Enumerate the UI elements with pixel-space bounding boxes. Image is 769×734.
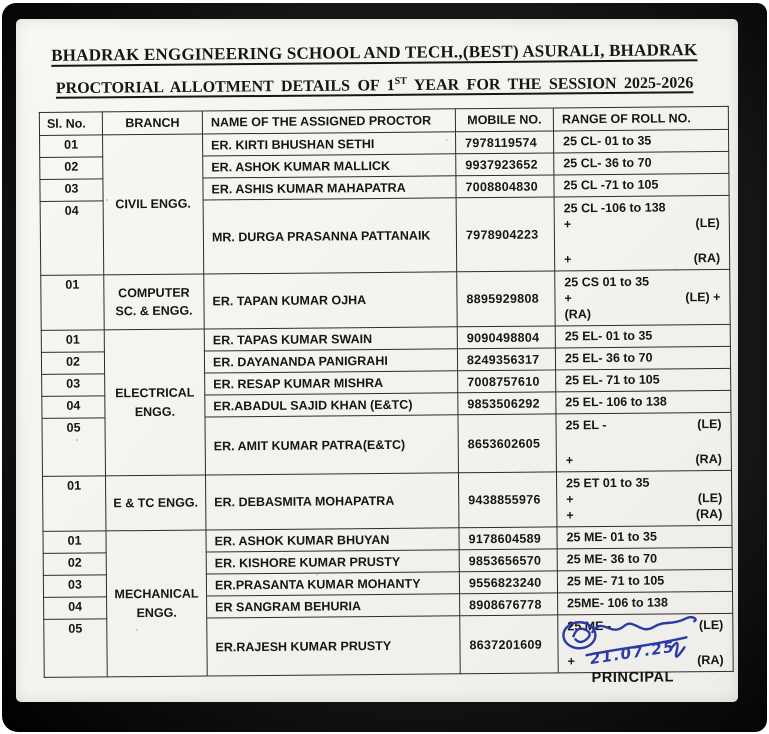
roll-range-cell <box>555 347 730 371</box>
roll-range-line <box>563 176 719 193</box>
range-left-text: 25 EL- 01 to 35 <box>564 328 653 344</box>
roll-range-cell <box>554 174 729 198</box>
range-left-text: + <box>564 291 572 306</box>
roll-range-cell <box>557 526 732 550</box>
allotment-table-body <box>40 130 734 678</box>
signature-block <box>552 607 713 686</box>
scan-border-frame <box>2 3 767 732</box>
range-right-text: (LE) <box>695 216 720 231</box>
principal-label: PRINCIPAL <box>591 669 675 687</box>
roll-range-line <box>565 327 721 344</box>
proctor-name-cell: ER. TAPAS KUMAR SWAIN <box>204 327 457 351</box>
roll-range-line <box>565 305 721 322</box>
proctor-name-cell: ER. AMIT KUMAR PATRA(E&TC) <box>205 415 458 475</box>
range-right-text: (LE) <box>697 491 723 506</box>
roll-range-cell <box>557 570 732 594</box>
range-left-text: + <box>565 453 574 468</box>
mobile-no-cell: 7978904223 <box>456 197 555 272</box>
sl-no-cell: 01 <box>41 275 104 331</box>
branch-cell: E & TC ENGG. <box>105 475 205 531</box>
roll-range-line <box>563 132 719 149</box>
principal-signature-icon <box>552 607 713 674</box>
roll-range-line <box>567 550 723 567</box>
range-right-text: (RA) <box>695 507 723 522</box>
roll-range-line <box>567 572 723 589</box>
mobile-no-cell: 9853506292 <box>458 392 556 415</box>
range-left-text: 25 ME- 71 to 105 <box>566 573 665 589</box>
header-roll-range: RANGE OF ROLL NO. <box>553 107 728 132</box>
range-left-text: 25 CL -106 to 138 <box>563 200 666 216</box>
range-left-text: + <box>567 654 576 669</box>
header-proctor-name: NAME OF THE ASSIGNED PROCTOR <box>202 109 455 134</box>
roll-range-cell <box>554 130 729 154</box>
roll-range-line <box>563 154 719 171</box>
roll-range-line <box>564 250 720 267</box>
roll-range-cell <box>556 391 731 415</box>
header-branch: BRANCH <box>102 111 202 135</box>
proctor-name-cell: ER. RESAP KUMAR MISHRA <box>205 371 458 395</box>
mobile-no-cell: 8249356317 <box>457 348 555 371</box>
sl-no-cell: 02 <box>40 157 103 180</box>
document-subtitle <box>16 73 736 99</box>
sl-no-cell: 05 <box>44 619 108 678</box>
range-left-text: 25 EL- 106 to 138 <box>565 394 667 410</box>
proctor-name-cell: ER. ASHOK KUMAR MALLICK <box>203 154 456 178</box>
roll-range-line <box>566 416 722 433</box>
range-right-text: (LE) <box>698 618 724 633</box>
mobile-no-cell: 9090498804 <box>457 326 555 349</box>
range-left-text: 25 CL- 36 to 70 <box>563 155 652 171</box>
proctor-name-cell: ER. ASHOK KUMAR BHUYAN <box>206 528 459 552</box>
range-left-text: 25 ME- 36 to 70 <box>566 551 658 567</box>
roll-range-cell <box>555 325 730 349</box>
document-title: BHADRAK ENGGINEERING SCHOOL AND TECH.,(BEST) ASURALI, BHADRAK <box>51 40 698 65</box>
document-page <box>16 19 738 702</box>
sl-no-cell: 01 <box>43 531 106 554</box>
proctor-name-cell: ER. KISHORE KUMAR PRUSTY <box>206 550 459 574</box>
branch-cell: CIVIL ENGG. <box>103 134 204 275</box>
roll-range-line <box>566 474 722 491</box>
mobile-no-cell: 9438855976 <box>458 472 556 528</box>
range-left-text: + <box>566 508 574 523</box>
proctor-name-cell: ER SANGRAM BEHURIA <box>207 594 460 618</box>
roll-range-cell <box>556 471 731 528</box>
proctor-name-cell: ER. DAYANANDA PANIGRAHI <box>204 349 457 373</box>
proctor-name-cell: ER.ABADUL SAJID KHAN (E&TC) <box>205 393 458 417</box>
sl-no-cell: 04 <box>44 597 107 620</box>
range-left-text: 25 CL- 01 to 35 <box>563 133 652 149</box>
proctor-name-cell: ER.PRASANTA KUMAR MOHANTY <box>206 572 459 596</box>
sl-no-cell: 01 <box>41 330 104 353</box>
mobile-no-cell: 7008757610 <box>458 370 556 393</box>
range-left-text: 25 CL -71 to 105 <box>563 177 659 193</box>
mobile-no-cell: 9937923652 <box>456 153 554 176</box>
sl-no-cell: 04 <box>40 201 104 276</box>
proctor-allotment-table <box>39 106 734 678</box>
document-header <box>16 40 736 99</box>
mobile-no-cell: 8908676778 <box>460 593 558 616</box>
mobile-no-cell: 9556823240 <box>459 571 557 594</box>
range-left-text: 25 CS 01 to 35 <box>564 274 650 290</box>
signature-date: 21.07.25 <box>588 637 677 669</box>
roll-range-line <box>564 215 720 232</box>
roll-range-cell <box>554 152 729 176</box>
roll-range-line <box>565 371 721 388</box>
roll-range-line <box>566 451 722 468</box>
range-left-text: 25 EL- 71 to 105 <box>565 372 660 388</box>
range-right-text: (RA) <box>693 251 721 266</box>
mobile-no-cell: 9853656570 <box>459 549 557 572</box>
roll-range-cell <box>556 369 731 393</box>
range-left-text: 25 EL - <box>565 418 607 433</box>
range-left-text: 25 ET 01 to 35 <box>566 475 650 491</box>
roll-range-line <box>565 393 721 410</box>
roll-range-line <box>566 528 722 545</box>
subtitle-text-suffix: YEAR FOR THE SESSION 2025-2026 <box>406 74 694 95</box>
roll-range-line <box>566 490 722 507</box>
mobile-no-cell: 9178604589 <box>459 527 557 550</box>
sl-no-cell: 01 <box>43 476 106 532</box>
roll-range-line <box>564 199 720 216</box>
sl-no-cell: 03 <box>42 374 105 397</box>
range-right-text: (LE) <box>697 417 722 432</box>
header-mobile: MOBILE NO. <box>455 108 553 132</box>
mobile-no-cell: 7978119574 <box>456 131 554 154</box>
range-left-text: 25 EL- 36 to 70 <box>564 350 653 366</box>
branch-cell: ELECTRICAL ENGG. <box>104 329 205 476</box>
document-content <box>16 19 738 702</box>
range-left-text: + <box>564 252 572 267</box>
subtitle-text: PROCTORIAL ALLOTMENT DETAILS OF 1 <box>55 77 395 98</box>
range-right-text: (RA) <box>697 653 724 668</box>
roll-range-line <box>566 506 722 523</box>
table-row <box>43 471 732 532</box>
sl-no-cell: 05 <box>42 418 106 477</box>
sl-no-cell: 04 <box>42 396 105 419</box>
sl-no-cell: 03 <box>40 179 103 202</box>
roll-range-line <box>566 432 722 452</box>
roll-range-cell <box>557 548 732 572</box>
roll-range-line <box>565 349 721 366</box>
proctor-name-cell: ER. ASHIS KUMAR MAHAPATRA <box>203 176 456 200</box>
roll-range-cell <box>556 413 731 473</box>
proctor-name-cell: MR. DURGA PRASANNA PATTANAIK <box>203 198 457 274</box>
table-row <box>41 270 730 331</box>
proctor-name-cell: ER. DEBASMITA MOHAPATRA <box>205 473 458 530</box>
mobile-no-cell: 8637201609 <box>460 615 559 674</box>
sl-no-cell: 02 <box>43 553 106 576</box>
sl-no-cell: 03 <box>43 575 106 598</box>
scan-noise-specks <box>16 19 18 21</box>
range-left-text: + <box>566 492 574 507</box>
mobile-no-cell: 8895929808 <box>457 271 555 327</box>
roll-range-line <box>564 289 720 306</box>
range-left-text: 25 ME - <box>567 619 612 634</box>
range-left-text: 25 ME- 01 to 35 <box>566 529 657 545</box>
sl-no-cell: 02 <box>41 352 104 375</box>
range-right-text: (RA) <box>695 452 722 467</box>
sl-no-cell: 01 <box>40 135 103 158</box>
roll-range-line <box>564 231 720 251</box>
range-left-text: 25ME- 106 to 138 <box>567 595 668 611</box>
mobile-no-cell: 7008804830 <box>456 175 554 198</box>
roll-range-cell <box>554 196 730 272</box>
proctor-name-cell: ER.RAJESH KUMAR PRUSTY <box>207 616 460 676</box>
roll-range-line <box>564 273 720 290</box>
branch-cell: COMPUTER SC. & ENGG. <box>104 274 204 330</box>
roll-range-cell <box>555 270 730 327</box>
range-left-text: + <box>563 217 572 232</box>
proctor-name-cell: ER. TAPAN KUMAR OJHA <box>204 272 457 329</box>
mobile-no-cell: 8653602605 <box>458 414 557 473</box>
proctor-name-cell: ER. KIRTI BHUSHAN SETHI <box>203 132 456 156</box>
range-right-text: (LE) + <box>685 290 721 305</box>
subtitle-superscript: ST <box>394 75 407 87</box>
header-sl-no: Sl. No. <box>39 112 102 136</box>
branch-cell: MECHANICAL ENGG. <box>106 530 207 677</box>
range-left-text: (RA) <box>564 307 592 322</box>
